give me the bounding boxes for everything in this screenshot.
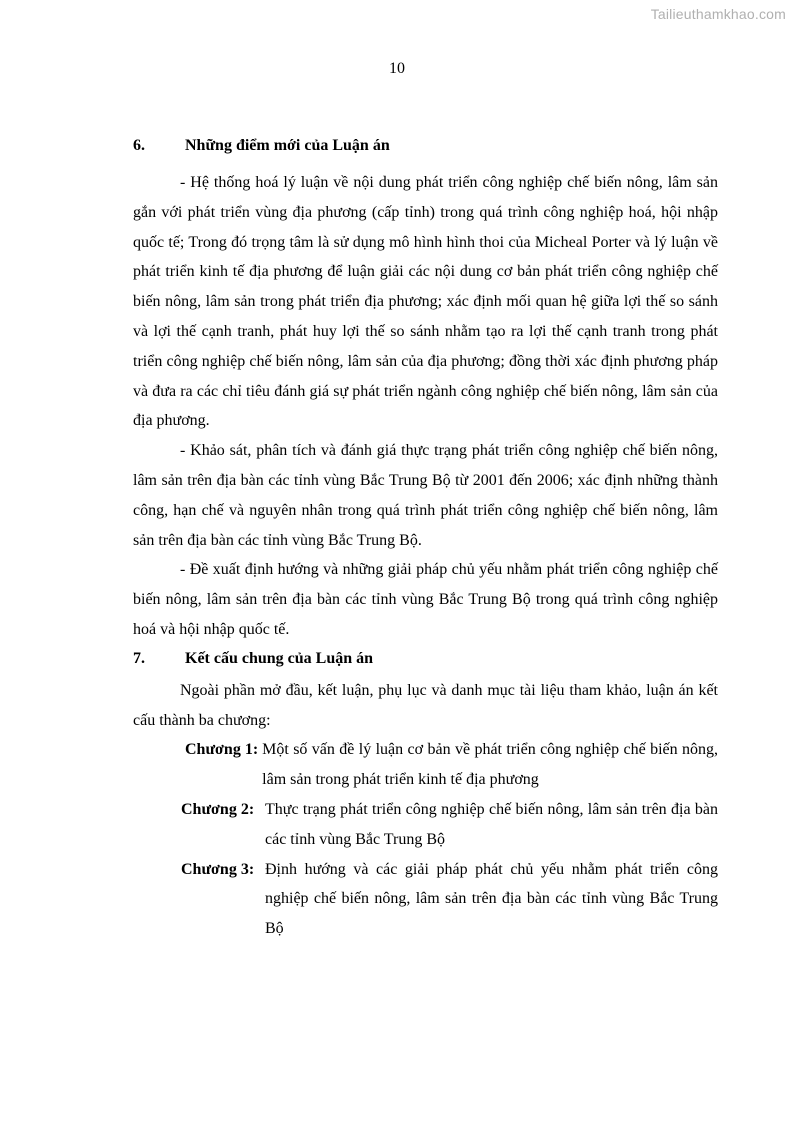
page-number: 10 [389,60,405,77]
section-7-intro: Ngoài phần mở đầu, kết luận, phụ lục và danh mục tài liệu tham khảo, luận án kết cấu thành ba chương: [133,681,718,729]
chapter-item [185,735,718,795]
section-7-heading [133,646,718,672]
section-6-paragraph: - Hệ thống hoá lý luận về nội dung phát triển công nghiệp chế biến nông, lâm sản gắn với phát triển vùng địa phương (cấp tỉnh) trong quá trình công nghiệp hoá, hội nhập quốc tế; Trong đó trọng tâm là sử dụng mô hình hình thoi của Micheal Porter và lý luận về phát triển kinh tế địa phương để luận giải các nội dung cơ bản phát triển công nghiệp chế biến nông, lâm sản trong phát triển địa phương; xác định mối quan hệ giữa lợi thế so sánh và lợi thế cạnh tranh, phát huy lợi thế so sánh nhằm tạo ra lợi thế cạnh tranh trong phát triển công nghiệp chế biến nông, lâm sản của địa phương; đồng thời xác định phương pháp và đưa ra các chỉ tiêu đánh giá sự phát triển ngành công nghiệp chế biến nông, lâm sản của địa phương. [133,174,718,430]
chapter-description: Thực trạng phát triển công nghiệp chế biến nông, lâm sản trên địa bàn các tỉnh vùng Bắc Trung Bộ [265,800,718,848]
chapter-description: Định hướng và các giải pháp phát chủ yếu nhằm phát triển công nghiệp chế biến nông, lâm sản trên địa bàn các tỉnh vùng Bắc Trung Bộ [265,860,718,938]
section-7-number: 7. [133,649,145,667]
chapter-label: Chương 2: [181,800,255,818]
chapter-label: Chương 3: [181,860,255,878]
section-6-paragraph: - Đề xuất định hướng và những giải pháp chủ yếu nhằm phát triển công nghiệp chế biến nông, lâm sản trên địa bàn các tỉnh vùng Bắc Trung Bộ trong quá trình công nghiệp hoá và hội nhập quốc tế. [133,561,718,638]
section-6-heading [133,133,718,159]
section-6-title: Những điểm mới của Luận án [185,137,390,154]
document-body [133,133,718,944]
section-6-number: 6. [133,137,145,154]
section-6-paragraph: - Khảo sát, phân tích và đánh giá thực trạng phát triển công nghiệp chế biến nông, lâm sản trên địa bàn các tỉnh vùng Bắc Trung Bộ từ 2001 đến 2006; xác định những thành công, hạn chế và nguyên nhân trong quá trình phát triển công nghiệp chế biến nông, lâm sản trên địa bàn các tỉnh vùng Bắc Trung Bộ. [133,442,718,549]
chapter-label: Chương 1: [185,741,259,759]
watermark: Tailieuthamkhao.com [650,6,786,22]
chapter-description: Một số vấn đề lý luận cơ bản về phát triển công nghiệp chế biến nông, lâm sản trong phát triển kinh tế địa phương [262,741,718,789]
section-7-title: Kết cấu chung của Luận án [185,649,374,667]
chapter-item [181,855,718,944]
chapter-item [181,795,718,855]
